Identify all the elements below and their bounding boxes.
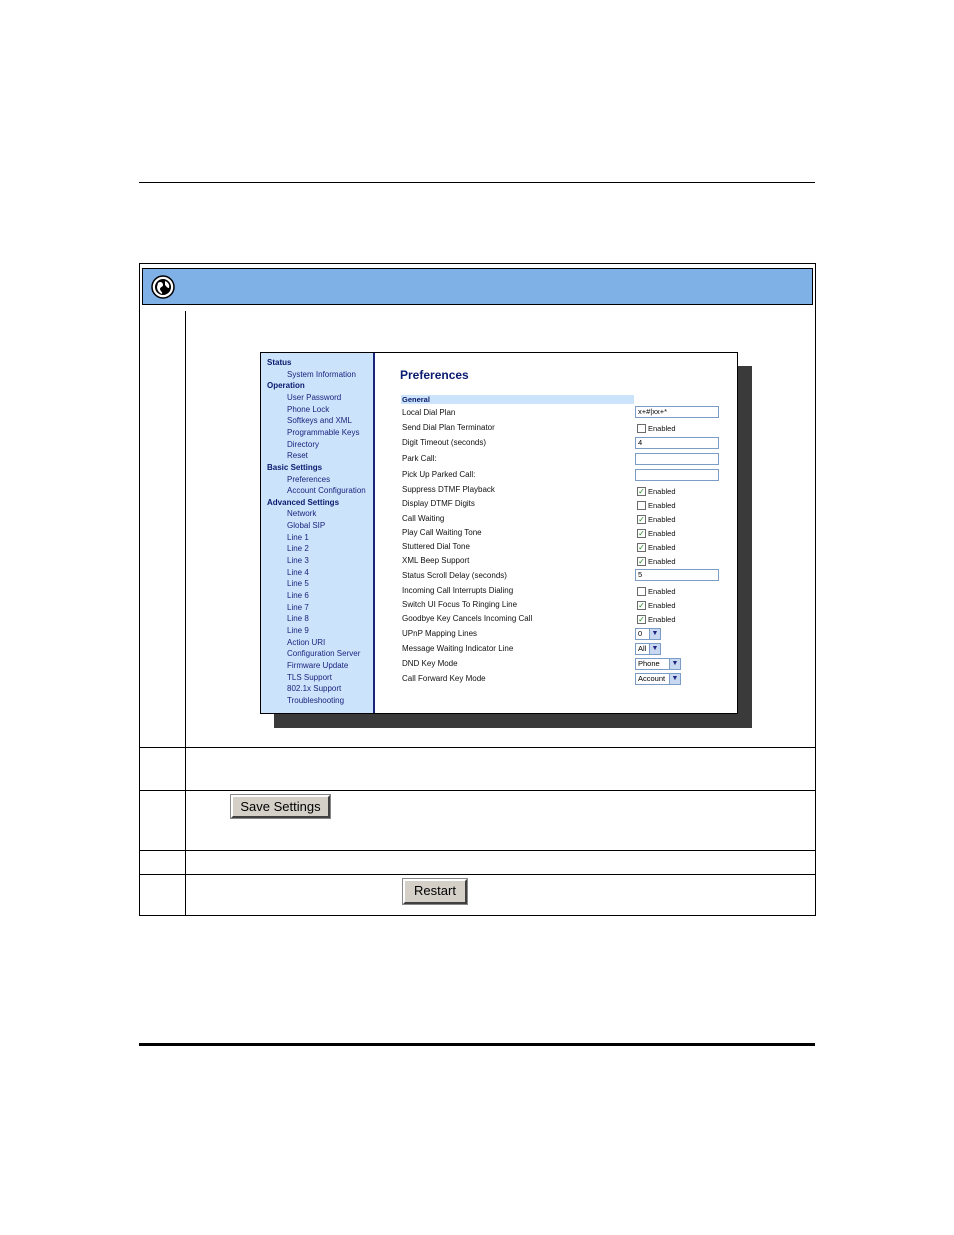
call-waiting-checkbox[interactable]: ✓ (638, 515, 645, 524)
label-call-waiting: Call Waiting (402, 514, 445, 523)
checkbox-label: Enabled (648, 501, 676, 510)
label-switch-ui-focus: Switch UI Focus To Ringing Line (402, 600, 518, 609)
sidebar-section-header: Operation (267, 381, 305, 391)
label-stuttered-dial-tone: Stuttered Dial Tone (402, 542, 470, 551)
select-value: All (638, 644, 647, 653)
label-send-dial-plan-terminator: Send Dial Plan Terminator (402, 423, 495, 432)
label-upnp-mapping-lines: UPnP Mapping Lines (402, 629, 478, 638)
suppress-dtmf-playback-checkbox[interactable]: ✓ (638, 487, 645, 496)
sidebar-item[interactable]: Configuration Server (287, 649, 361, 659)
chevron-down-icon: ▼ (669, 674, 680, 684)
bottom-rule (139, 1043, 815, 1046)
sidebar-item[interactable]: Firmware Update (287, 660, 349, 670)
sidebar-item[interactable]: Account Configuration (287, 486, 366, 496)
sidebar-item[interactable]: Reset (287, 451, 308, 461)
select-value: Phone (638, 659, 660, 668)
sidebar-item[interactable]: Programmable Keys (287, 427, 360, 437)
checkbox-label: Enabled (648, 424, 676, 433)
call-forward-key-mode-select[interactable] (635, 673, 681, 685)
sidebar-item[interactable]: Action URI (287, 637, 326, 647)
upnp-mapping-lines-select[interactable] (635, 628, 661, 640)
digit-timeout-input[interactable]: 4 (635, 437, 719, 449)
sidebar-item[interactable]: User Password (287, 392, 342, 402)
row-divider (140, 747, 815, 748)
goodbye-key-cancels-checkbox[interactable]: ✓ (638, 615, 645, 624)
label-call-forward-key-mode: Call Forward Key Mode (402, 674, 486, 683)
status-scroll-delay-input[interactable]: 5 (635, 569, 719, 581)
sidebar-item[interactable]: Line 6 (287, 591, 309, 600)
mwi-line-select[interactable] (635, 643, 661, 655)
sidebar-item[interactable]: Softkeys and XML (287, 416, 352, 426)
play-call-waiting-tone-checkbox[interactable]: ✓ (638, 529, 645, 538)
sidebar (261, 353, 375, 713)
checkbox-label: Enabled (648, 601, 676, 610)
label-dnd-key-mode: DND Key Mode (402, 659, 458, 668)
sidebar-item[interactable]: Line 8 (287, 614, 309, 624)
sidebar-section-header: Advanced Settings (267, 497, 340, 507)
label-incoming-call-interrupts-dialing: Incoming Call Interrupts Dialing (402, 586, 514, 595)
label-local-dial-plan: Local Dial Plan (402, 408, 456, 417)
section-header-general: General (401, 395, 634, 404)
xml-beep-support-checkbox[interactable]: ✓ (638, 557, 645, 566)
sidebar-item[interactable]: Network (287, 509, 317, 519)
sidebar-item[interactable]: 802.1x Support (287, 684, 342, 694)
sidebar-item[interactable]: Line 1 (287, 532, 309, 542)
stuttered-dial-tone-checkbox[interactable]: ✓ (638, 543, 645, 552)
select-value: 0 (638, 629, 643, 638)
checkbox-label: Enabled (648, 487, 676, 496)
sidebar-item[interactable]: System Information (287, 369, 356, 379)
procedure-header (142, 268, 813, 305)
label-xml-beep-support: XML Beep Support (402, 556, 470, 565)
select-value: Account (638, 674, 666, 683)
row-divider (140, 850, 815, 851)
checkbox-label: Enabled (648, 587, 676, 596)
label-display-dtmf-digits: Display DTMF Digits (402, 499, 475, 508)
sidebar-item[interactable]: Phone Lock (287, 404, 330, 414)
restart-button[interactable]: Restart (403, 879, 467, 904)
preferences-screenshot (260, 352, 738, 714)
chevron-down-icon: ▼ (649, 629, 660, 639)
label-pick-up-parked-call: Pick Up Parked Call: (402, 470, 476, 479)
sidebar-item[interactable]: Line 3 (287, 556, 309, 566)
checkbox-label: Enabled (648, 615, 676, 624)
sidebar-item[interactable]: Directory (287, 439, 320, 449)
save-settings-button[interactable]: Save Settings (231, 795, 330, 818)
sidebar-item[interactable]: Line 2 (287, 544, 309, 554)
switch-ui-focus-checkbox[interactable]: ✓ (638, 601, 645, 610)
preferences-panel (375, 353, 737, 713)
page-title: Preferences (400, 368, 469, 382)
label-park-call: Park Call: (402, 454, 437, 463)
dnd-key-mode-select[interactable] (635, 658, 681, 670)
chevron-down-icon: ▼ (669, 659, 680, 669)
chevron-down-icon: ▼ (649, 644, 660, 654)
sidebar-section-header: Status (267, 358, 292, 367)
label-goodbye-key-cancels: Goodbye Key Cancels Incoming Call (402, 614, 533, 623)
checkbox-label: Enabled (648, 557, 676, 566)
sidebar-section-header: Basic Settings (267, 462, 323, 472)
park-call-input[interactable] (635, 453, 719, 465)
label-status-scroll-delay: Status Scroll Delay (seconds) (402, 571, 507, 580)
sidebar-item[interactable]: Line 5 (287, 579, 309, 589)
sidebar-item[interactable]: TLS Support (287, 672, 332, 682)
checkbox-label: Enabled (648, 515, 676, 524)
sidebar-item[interactable]: Line 7 (287, 602, 309, 612)
sidebar-item[interactable]: Troubleshooting (287, 695, 345, 705)
sidebar-item[interactable]: Line 4 (287, 567, 309, 577)
label-mwi-line: Message Waiting Indicator Line (402, 644, 514, 653)
step-column-divider (185, 311, 186, 916)
sidebar-item[interactable]: Preferences (287, 474, 331, 484)
globe-icon (151, 275, 175, 299)
checkbox-label: Enabled (648, 543, 676, 552)
local-dial-plan-input[interactable]: x+#|xx+* (635, 406, 719, 418)
display-dtmf-digits-checkbox[interactable] (637, 501, 646, 510)
row-divider (140, 874, 815, 875)
label-digit-timeout: Digit Timeout (seconds) (402, 438, 487, 447)
sidebar-item[interactable]: Line 9 (287, 625, 309, 635)
label-play-call-waiting-tone: Play Call Waiting Tone (402, 528, 482, 537)
sidebar-item[interactable]: Global SIP (287, 521, 326, 531)
label-suppress-dtmf-playback: Suppress DTMF Playback (402, 485, 495, 494)
top-rule (139, 182, 815, 183)
incoming-call-interrupts-dialing-checkbox[interactable] (637, 587, 646, 596)
send-dial-plan-terminator-checkbox[interactable] (637, 424, 646, 433)
row-divider (140, 790, 815, 791)
checkbox-label: Enabled (648, 529, 676, 538)
pick-up-parked-call-input[interactable] (635, 469, 719, 481)
